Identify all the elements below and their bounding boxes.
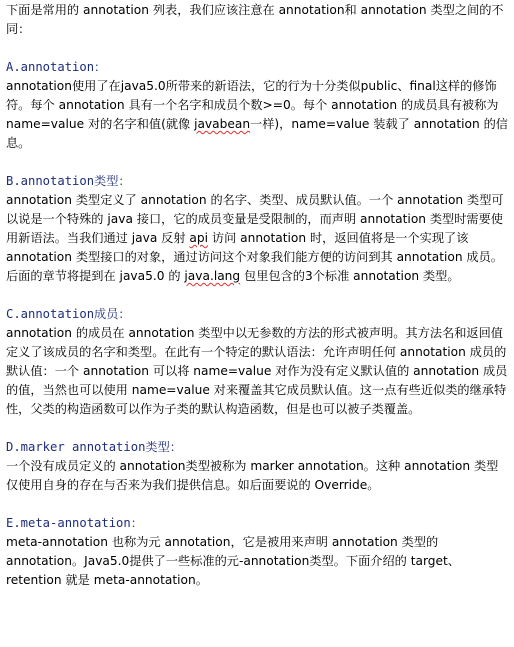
section-a-misspelled-word: javabean (194, 117, 251, 131)
section-d-body: 一个没有成员定义的 annotation类型被称为 marker annotation。这种 annotation 类型仅使用自身的存在与否来为我们提供信息。如后面要说的 Override。 (6, 459, 499, 492)
spacer (6, 39, 508, 58)
section-d-title: D.marker annotation类型： (6, 440, 182, 454)
spacer (6, 286, 508, 305)
section-b (6, 172, 508, 286)
section-a-text-1: annotation使用了在java5.0所带来的新语法，它的行为十分类似public、final这样的修饰符。每个 annotation 具有一个名字和成员个数>=0。每个 annotation 的成员具有被称为 name=value 对的名字和值(就像 (6, 79, 499, 131)
section-a-text-2: 一样)，name=value 装载了 annotation 的信息。 (6, 117, 508, 150)
section-b-title: B.annotation类型： (6, 174, 131, 188)
section-b-text-1: annotation 类型定义了 annotation 的名字、类型、成员默认值。一个 annotation 类型可以说是一个特殊的 java 接口，它的成员变量是受限制的，而声明 annotation 类型时需要使用新语法。当我们通过 java 反射 (6, 193, 504, 245)
spacer (6, 495, 508, 514)
section-b-misspelled-word-2: java.lang (184, 269, 241, 283)
intro-paragraph: 下面是常用的 annotation 列表，我们应该注意在 annotation和 annotation 类型之间的不同： (6, 3, 504, 36)
section-c-body: annotation 的成员在 annotation 类型中以无参数的方法的形式被声明。其方法名和返回值定义了该成员的名字和类型。在此有一个特定的默认语法：允许声明任何 annotation 成员的默认值：一个 annotation 可以将 name=value 对作为没有定义默认值的 annotation 成员的值，当然也可以使用 name=value 对来覆盖其它成员默认值。这一点有些近似类的继承特性，父类的构造函数可以作为子类的默认构造函数，但是也可以被子类覆盖。 (6, 326, 508, 416)
section-c-title: C.annotation成员： (6, 307, 131, 321)
section-e-body: meta-annotation 也称为元 annotation，它是被用来声明 annotation 类型的 annotation。Java5.0提供了一些标准的元-annotation类型。下面介绍的 target、retention 就是 meta-annotation。 (6, 535, 460, 587)
spacer (6, 419, 508, 438)
section-c (6, 305, 508, 419)
spacer (6, 153, 508, 172)
section-b-text-2: 访问 annotation 时，返回值将是一个实现了该 annotation 类型接口的对象，通过访问这个对象我们能方便的访问到其 annotation 成员。后面的章节将提到在 java5.0 的 (6, 231, 503, 283)
section-b-body (6, 191, 508, 286)
section-d (6, 438, 508, 495)
section-b-text-3: 包里包含的3个标准 annotation 类型。 (240, 269, 460, 283)
section-e (6, 514, 508, 590)
section-a-title: A.annotation： (6, 60, 107, 74)
section-b-misspelled-word-1: api (189, 231, 209, 245)
section-a (6, 58, 508, 153)
section-e-title: E.meta-annotation： (6, 516, 143, 530)
section-a-body (6, 77, 508, 153)
